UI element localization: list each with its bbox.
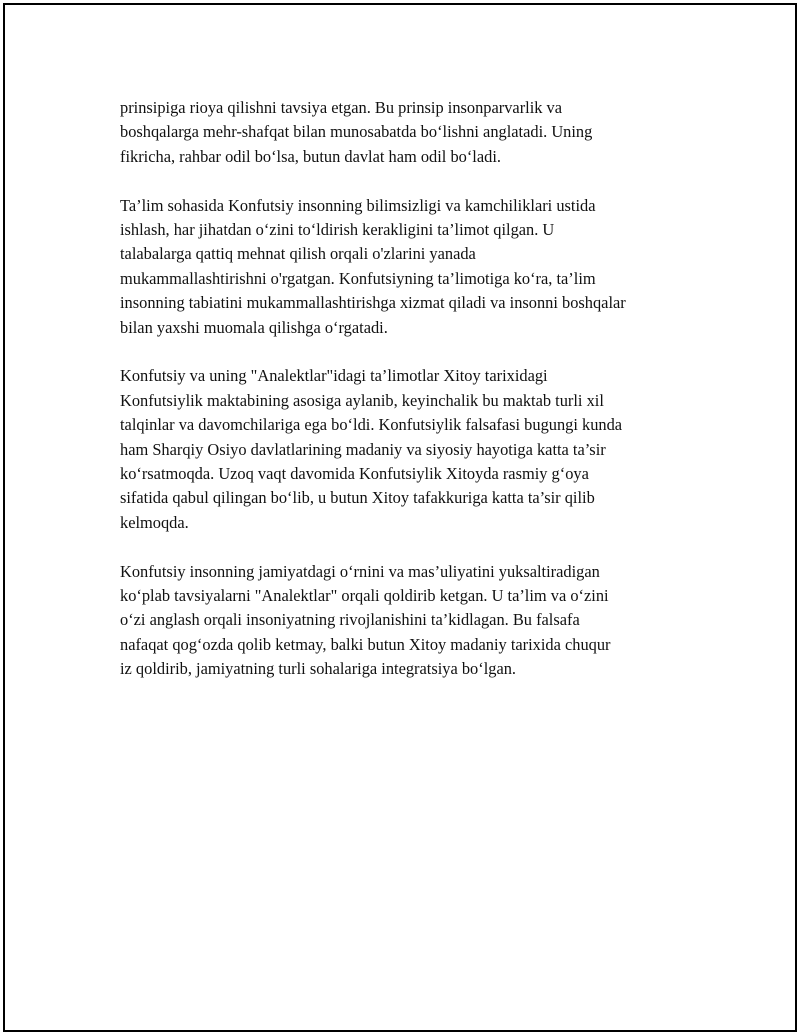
text-line: nafaqat qog‘ozda qolib ketmay, balki butun Xitoy madaniy tarixida chuqur <box>120 634 611 654</box>
text-line: Ta’lim sohasida Konfutsiy insonning bilimsizligi va kamchiliklari ustida <box>120 195 596 215</box>
text-line: o‘zi anglash orqali insoniyatning rivojlanishini ta’kidlagan. Bu falsafa <box>120 610 580 630</box>
text-line: insonning tabiatini mukammallashtirishga xizmat qiladi va insonni boshqalar <box>120 293 626 313</box>
text-line: ko‘plab tavsiyalarni "Analektlar" orqali qoldirib ketgan. U ta’lim va o‘zini <box>120 586 609 606</box>
paragraph-4 <box>120 560 700 682</box>
text-line: Konfutsiy insonning jamiyatdagi o‘rnini va mas’uliyatini yuksaltiradigan <box>120 561 600 581</box>
text-line: talqinlar va davomchilariga ega bo‘ldi. Konfutsiylik falsafasi bugungi kunda <box>120 415 623 435</box>
text-line: Konfutsiylik maktabining asosiga aylanib, keyinchalik bu maktab turli xil <box>120 390 604 410</box>
page-frame <box>3 3 797 1032</box>
text-line: Konfutsiy va uning "Analektlar"idagi ta’limotlar Xitoy tarixidagi <box>120 366 548 386</box>
text-line: ko‘rsatmoqda. Uzoq vaqt davomida Konfutsiylik Xitoyda rasmiy g‘oya <box>120 464 589 484</box>
text-line: sifatida qabul qilingan bo‘lib, u butun Xitoy tafakkuriga katta ta’sir qilib <box>120 488 595 508</box>
text-line: talabalarga qattiq mehnat qilish orqali o'zlarini yanada <box>120 244 476 264</box>
text-line: bilan yaxshi muomala qilishga o‘rgatadi. <box>120 317 388 337</box>
paragraph-1 <box>120 96 700 169</box>
text-line: ishlash, har jihatdan o‘zini to‘ldirish kerakligini ta’limot qilgan. U <box>120 220 555 240</box>
document-body <box>120 96 700 706</box>
text-line: boshqalarga mehr-shafqat bilan munosabatda bo‘lishni anglatadi. Uning <box>120 122 593 142</box>
paragraph-2 <box>120 194 700 340</box>
text-line: fikricha, rahbar odil bo‘lsa, butun davlat ham odil bo‘ladi. <box>120 146 501 166</box>
paragraph-3 <box>120 364 700 535</box>
text-line: kelmoqda. <box>120 512 189 532</box>
text-line: ham Sharqiy Osiyo davlatlarining madaniy va siyosiy hayotiga katta ta’sir <box>120 439 606 459</box>
text-line: prinsipiga rioya qilishni tavsiya etgan. Bu prinsip insonparvarlik va <box>120 98 563 117</box>
text-line: mukammallashtirishni o'rgatgan. Konfutsiyning ta’limotiga ko‘ra, ta’lim <box>120 268 596 288</box>
text-line: iz qoldirib, jamiyatning turli sohalariga integratsiya bo‘lgan. <box>120 659 517 679</box>
